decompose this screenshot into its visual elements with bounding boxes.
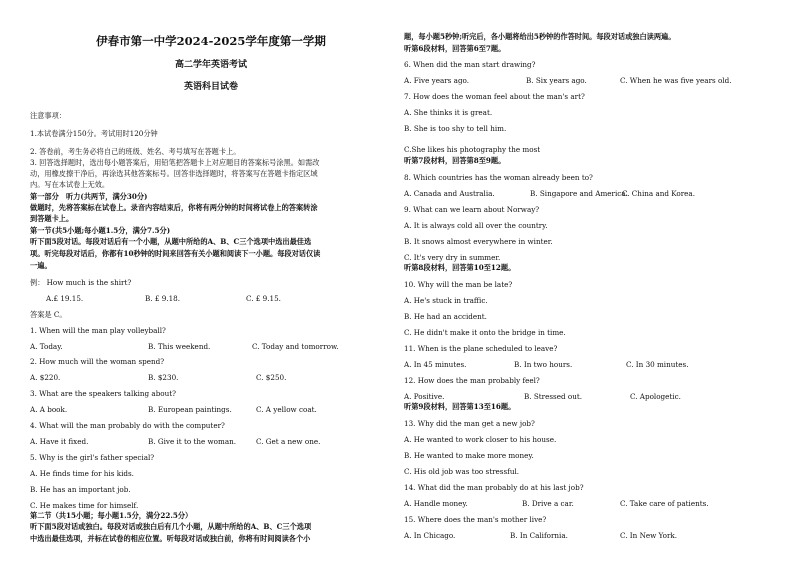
q15-option-c: C. In New York.	[620, 531, 678, 540]
q4-option-c: C. Get a new one.	[256, 437, 321, 446]
exam-title: 高二学年英语考试	[174, 60, 247, 70]
q8-option-a: A. Canada and Australia.	[404, 189, 495, 198]
example-option-b: B. £ 9.18.	[145, 294, 180, 303]
section2-instruction: 题，每小题5秒钟;听完后，各小题将给出5秒钟的作答时间。每段对话或独白读两遍。	[404, 32, 676, 41]
q3-option-a: A. A book.	[30, 405, 68, 414]
part1-instruction: 到答题卡上。	[30, 214, 74, 223]
q7-option-a: A. She thinks it is great.	[404, 108, 493, 117]
question-11: 11. When is the plane scheduled to leave?	[404, 344, 558, 353]
q8-option-b: B. Singapore and America.	[530, 189, 628, 198]
q14-option-b: B. Drive a car.	[522, 499, 574, 508]
question-4: 4. What will the man probably do with the computer?	[30, 421, 225, 430]
notes-item: 动，用橡皮擦干净后，再涂选其他答案标号。回答非选择题时，将答案写在答题卡指定区域	[30, 169, 318, 178]
question-10: 10. Why will the man be late?	[404, 280, 513, 289]
material9-heading: 听第9段材料，回答第13至16题。	[404, 402, 516, 411]
example-question: 例： How much is the shirt?	[30, 278, 132, 287]
q4-option-b: B. Give it to the woman.	[148, 437, 237, 446]
q2-option-c: C. $250.	[256, 373, 287, 382]
q6-option-b: B. Six years ago.	[526, 76, 587, 85]
q11-option-a: A. In 45 minutes.	[404, 360, 467, 369]
q5-option-a: A. He finds time for his kids.	[30, 469, 134, 478]
question-2: 2. How much will the woman spend?	[30, 357, 165, 366]
q14-option-a: A. Handle money.	[404, 499, 468, 508]
section1-instruction: 项。听完每段对话后，你都有10秒钟的时间来回答有关小题和阅读下一小题。每段对话仅读	[30, 249, 321, 258]
q13-option-b: B. He wanted to make more money.	[404, 451, 534, 460]
section1-heading: 第一节(共5小题;每小题1.5分，满分7.5分)	[30, 226, 171, 235]
section2-instruction: 中选出最佳选项，并标在试卷的相应位置。听每段对话或独白前，你将有时间阅读各个小	[30, 534, 311, 543]
material6-heading: 听第6段材料，回答第6至7题。	[404, 44, 506, 53]
section1-instruction: 一遍。	[30, 261, 52, 270]
q3-option-c: C. A yellow coat.	[256, 405, 317, 414]
q9-option-b: B. It snows almost everywhere in winter.	[404, 237, 553, 246]
q6-option-a: A. Five years ago.	[404, 76, 470, 85]
q8-option-c: C. China and Korea.	[622, 189, 696, 198]
example-answer: 答案是 C。	[30, 310, 67, 319]
q9-option-c: C. It's very dry in summer.	[404, 253, 501, 262]
q10-option-c: C. He didn't make it onto the bridge in time.	[404, 328, 566, 337]
q4-option-a: A. Have it fixed.	[30, 437, 89, 446]
example-option-c: C. £ 9.15.	[246, 294, 281, 303]
question-5: 5. Why is the girl's father special?	[30, 453, 155, 462]
left-column	[30, 0, 392, 585]
q5-option-b: B. He has an important job.	[30, 485, 131, 494]
q12-option-c: C. Apologetic.	[630, 392, 681, 401]
part1-heading: 第一部分 听力(共两节，满分30分)	[30, 192, 148, 201]
section1-instruction: 听下面5段对话。每段对话后有一个小题，从题中所给的A、B、C三个选项中选出最佳选	[30, 237, 312, 246]
q7-option-b: B. She is too shy to tell him.	[404, 124, 507, 133]
notes-item: 3. 回答选择题时，选出每小题答案后，用铅笔把答题卡上对应题目的答案标号涂黑。如需改	[30, 158, 320, 167]
question-6: 6. When did the man start drawing?	[404, 60, 536, 69]
school-title: 伊春市第一中学2024-2025学年度第一学期	[96, 34, 326, 48]
q11-option-b: B. In two hours.	[514, 360, 573, 369]
q10-option-a: A. He's stuck in traffic.	[404, 296, 488, 305]
q15-option-b: B. In California.	[510, 531, 568, 540]
q10-option-b: B. He had an accident.	[404, 312, 487, 321]
q2-option-b: B. $230.	[148, 373, 179, 382]
notes-heading: 注意事项：	[30, 111, 66, 120]
question-14: 14. What did the man probably do at his last job?	[404, 483, 584, 492]
notes-item: 内。写在本试卷上无效。	[30, 180, 110, 189]
q15-option-a: A. In Chicago.	[404, 531, 456, 540]
q1-option-b: B. This weekend.	[148, 342, 211, 351]
q14-option-c: C. Take care of patients.	[620, 499, 709, 508]
question-9: 9. What can we learn about Norway?	[404, 205, 540, 214]
q13-option-c: C. His old job was too stressful.	[404, 467, 520, 476]
question-1: 1. When will the man play volleyball?	[30, 326, 166, 335]
q1-option-a: A. Today.	[30, 342, 63, 351]
q12-option-b: B. Stressed out.	[524, 392, 582, 401]
question-15: 15. Where does the man's mother live?	[404, 515, 547, 524]
q6-option-c: C. When he was five years old.	[620, 76, 732, 85]
section2-instruction: 听下面5段对话或独白。每段对话或独白后有几个小题，从题中所给的A、B、C三个选项	[30, 522, 312, 531]
q13-option-a: A. He wanted to work closer to his house.	[404, 435, 557, 444]
q2-option-a: A. $220.	[30, 373, 61, 382]
question-8: 8. Which countries has the woman already been to?	[404, 173, 593, 182]
notes-item: 2. 答卷前，考生务必将自己的班级、姓名、考号填写在答题卡上。	[30, 147, 241, 156]
question-7: 7. How does the woman feel about the man's art?	[404, 92, 585, 101]
material8-heading: 听第8段材料，回答第10至12题。	[404, 263, 516, 272]
paper-title: 英语科目试卷	[183, 82, 238, 92]
q12-option-a: A. Positive.	[404, 392, 445, 401]
right-column	[404, 0, 774, 585]
q3-option-b: B. European paintings.	[148, 405, 232, 414]
q7-option-c: C.She likes his photography the most	[404, 145, 541, 154]
example-option-a: A.£ 19.15.	[46, 294, 84, 303]
material7-heading: 听第7段材料，回答第8至9题。	[404, 156, 506, 165]
notes-item: 1.本试卷满分150分。考试用时120分钟	[30, 129, 158, 138]
question-12: 12. How does the man probably feel?	[404, 376, 540, 385]
q9-option-a: A. It is always cold all over the country.	[404, 221, 548, 230]
section2-heading: 第二节（共15小题；每小题1.5分，满分22.5分）	[30, 511, 193, 520]
q11-option-c: C. In 30 minutes.	[626, 360, 689, 369]
q5-option-c: C. He makes time for himself.	[30, 501, 139, 510]
question-3: 3. What are the speakers talking about?	[30, 389, 177, 398]
q1-option-c: C. Today and tomorrow.	[252, 342, 339, 351]
part1-instruction: 做题时，先将答案标在试卷上。录音内容结束后，你将有两分钟的时间将试卷上的答案转涂	[30, 203, 318, 212]
question-13: 13. Why did the man get a new job?	[404, 419, 535, 428]
